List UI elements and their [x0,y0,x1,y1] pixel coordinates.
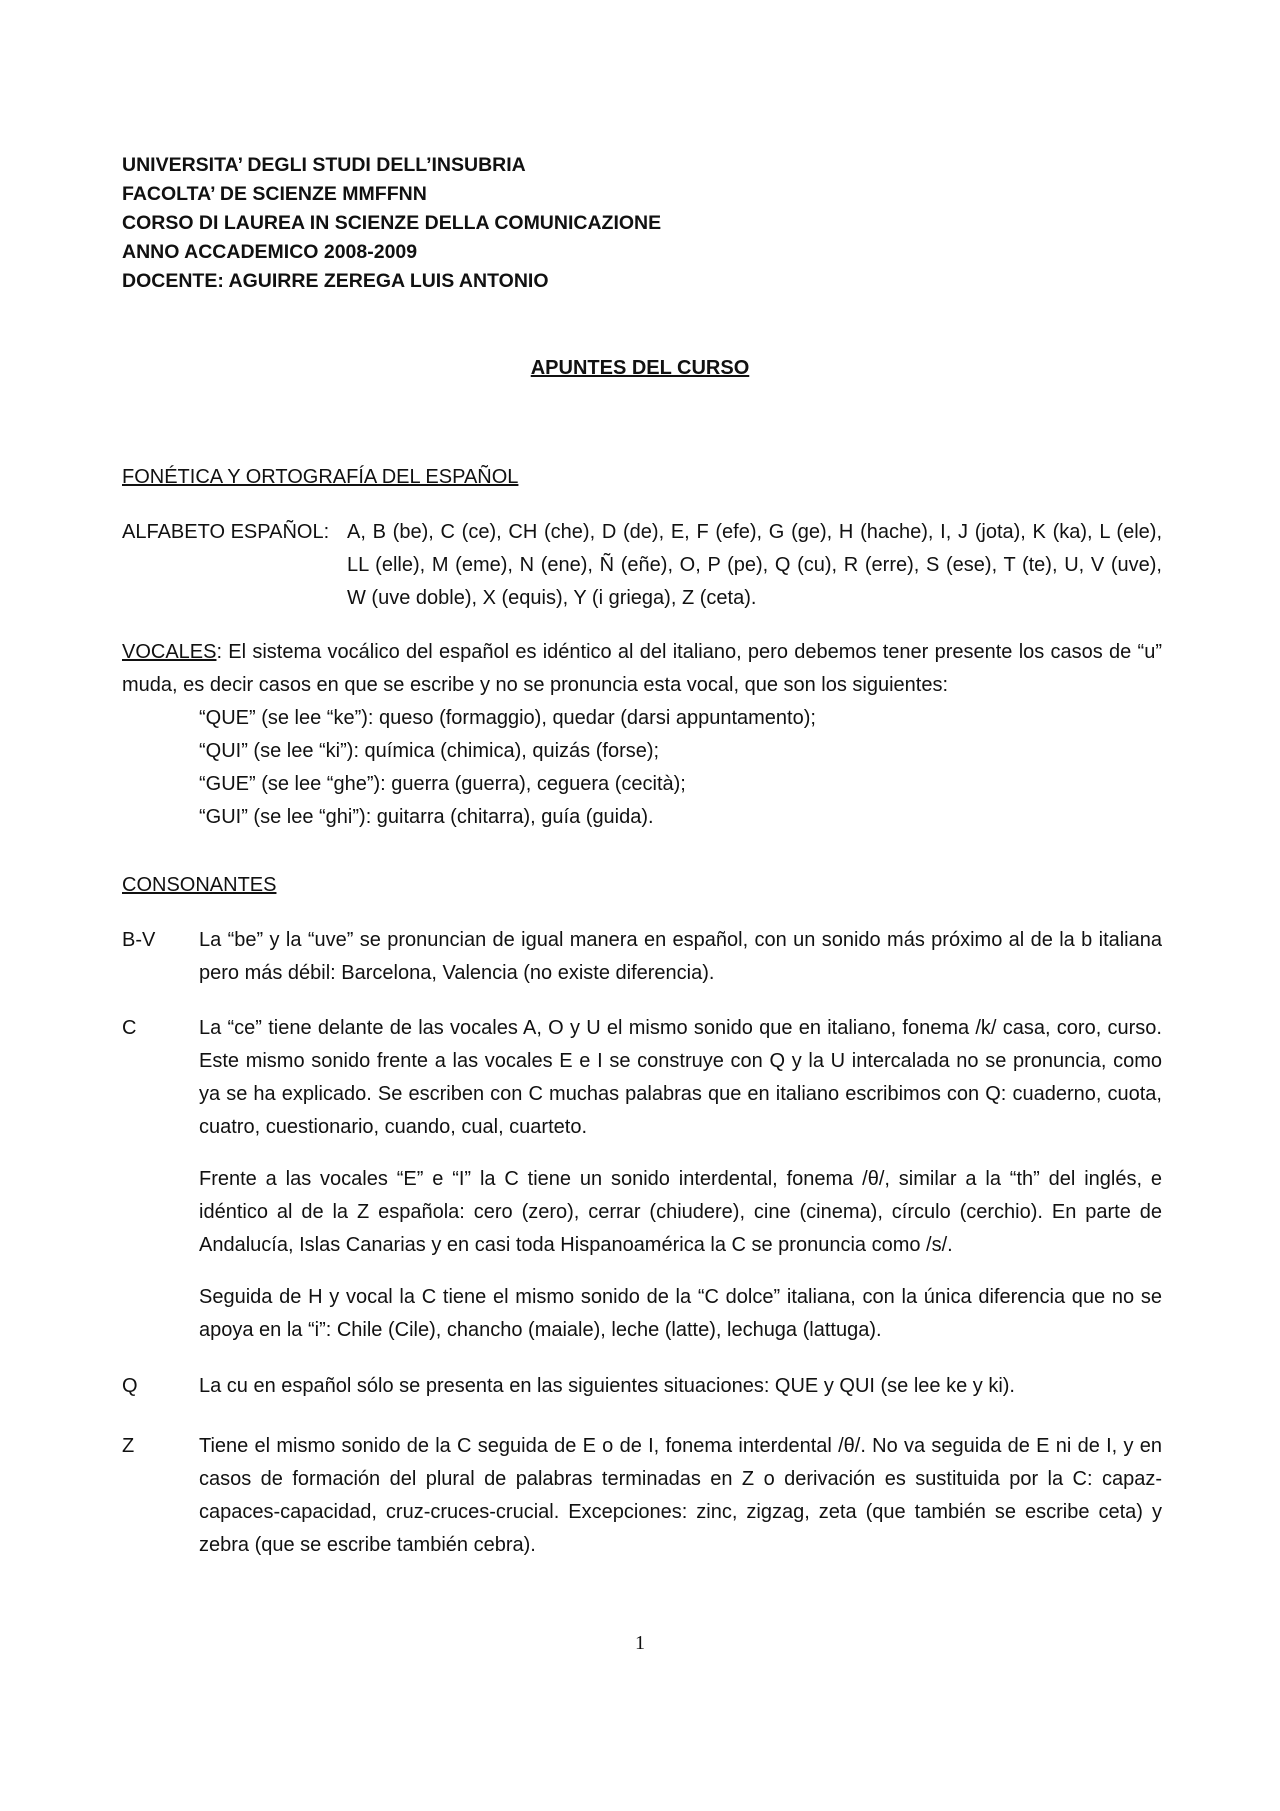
university-line: UNIVERSITA’ DEGLI STUDI DELL’INSUBRIA [122,154,526,176]
consonant-letter: B-V [122,929,156,951]
section-heading-consonantes: CONSONANTES [122,874,277,896]
consonant-text: La “ce” tiene delante de las vocales A, O y U el mismo sonido que en italiano, fonema /k/ casa, coro, curso. Este mismo sonido frente a las vocales E e I se construye con Q y la U intercalada no se pronuncia, como ya se ha explicado. Se escriben con C muchas palabras que en italiano escribimos con Q: cuaderno, cuota, cuatro, cuestionario, cuando, cual, cuarteto. [199,1017,1162,1138]
section-heading-fonetica: FONÉTICA Y ORTOGRAFÍA DEL ESPAÑOL [122,466,519,488]
consonant-text: La cu en español sólo se presenta en las siguientes situaciones: QUE y QUI (se lee ke y ki). [199,1375,1015,1397]
vocales-paragraph [122,636,1162,702]
course-line: CORSO DI LAUREA IN SCIENZE DELLA COMUNICAZIONE [122,212,662,234]
vocales-list [199,702,1099,834]
page-title: APUNTES DEL CURSO [530,357,750,379]
alfabeto-label: ALFABETO ESPAÑOL: [122,521,330,543]
list-item: “QUE” (se lee “ke”): queso (formaggio), quedar (darsi appuntamento); [199,707,816,729]
page-number: 1 [635,1632,645,1654]
vocales-label: VOCALES [122,641,217,663]
list-item: “GUI” (se lee “ghi”): guitarra (chitarra), guía (guida). [199,806,654,828]
academic-year-line: ANNO ACCADEMICO 2008-2009 [122,241,418,263]
vocales-text: : El sistema vocálico del español es idéntico al del italiano, pero debemos tener presente los casos de “u” muda, es decir casos en que se escribe y no se pronuncia esta vocal, que son los siguientes: [122,641,1162,696]
teacher-line: DOCENTE: AGUIRRE ZEREGA LUIS ANTONIO [122,270,549,292]
consonant-letter: Q [122,1375,138,1397]
list-item: “QUI” (se lee “ki”): química (chimica), quizás (forse); [199,740,660,762]
list-item: “GUE” (se lee “ghe”): guerra (guerra), ceguera (cecità); [199,773,686,795]
document-header [122,151,661,296]
alfabeto-text: A, B (be), C (ce), CH (che), D (de), E, F (efe), G (ge), H (hache), I, J (jota), K (ka), L (ele), LL (elle), M (eme), N (ene), Ñ (eñe), O, P (pe), Q (cu), R (erre), S (ese), T (te), U, V (uve), W (uve doble), X (equis), Y (i griega), Z (ceta). [347,521,1162,609]
consonant-text: Frente a las vocales “E” e “I” la C tiene un sonido interdental, fonema /θ/, similar a la “th” del inglés, e idéntico al de la Z española: cero (zero), cerrar (chiudere), cine (cinema), círculo (cerchio). En parte de Andalucía, Islas Canarias y en casi toda Hispanoamérica la C se pronuncia como /s/. [199,1168,1162,1256]
consonant-letter: C [122,1017,137,1039]
consonant-text: Tiene el mismo sonido de la C seguida de E o de I, fonema interdental /θ/. No va seguida de E ni de I, y en casos de formación del plural de palabras terminadas en Z o derivación es sustituida por la C: capaz-capaces-capacidad, cruz-cruces-crucial. Excepciones: zinc, zigzag, zeta (que también se escribe ceta) y zebra (que se escribe también cebra). [199,1435,1162,1556]
consonant-letter: Z [122,1435,135,1457]
faculty-line: FACOLTA’ DE SCIENZE MMFFNN [122,183,427,205]
consonant-text: Seguida de H y vocal la C tiene el mismo sonido de la “C dolce” italiana, con la única diferencia que no se apoya en la “i”: Chile (Cile), chancho (maiale), leche (latte), lechuga (lattuga). [199,1286,1162,1341]
consonant-text: La “be” y la “uve” se pronuncian de igual manera en español, con un sonido más próximo al de la b italiana pero más débil: Barcelona, Valencia (no existe diferencia). [199,929,1162,984]
